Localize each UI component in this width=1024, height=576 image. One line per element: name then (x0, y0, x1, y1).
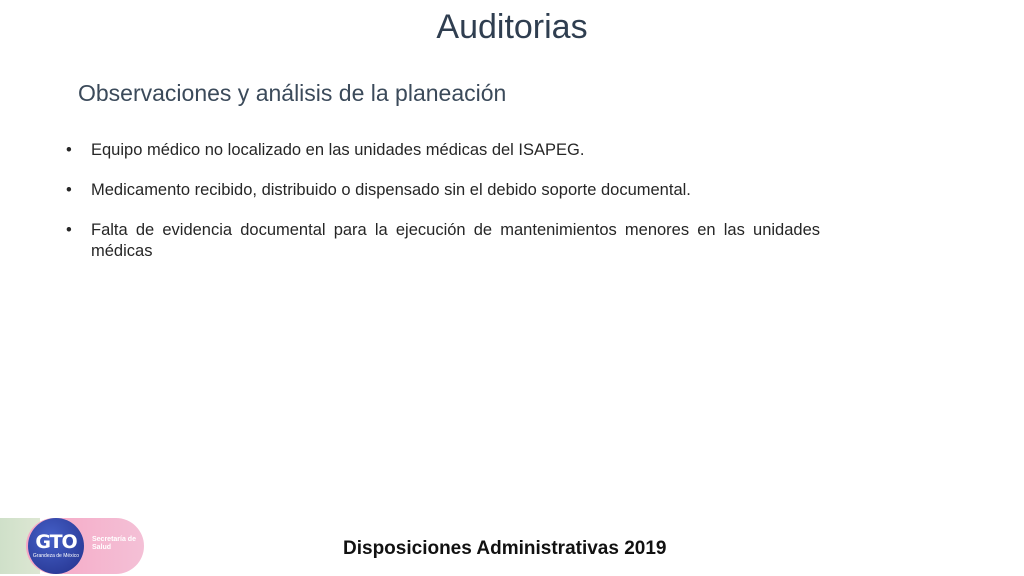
footer-text: Disposiciones Administrativas 2019 (343, 538, 667, 559)
bullet-icon: • (66, 181, 72, 199)
logo-circle (28, 518, 84, 574)
logo-tagline: Grandeza de México (32, 553, 80, 559)
bullet-icon: • (66, 141, 72, 159)
list-item (66, 140, 820, 161)
logo-wordmark: GTO (35, 531, 77, 553)
bullet-text: Falta de evidencia documental para la ejecución de mantenimientos menores en las unidades médicas (91, 221, 820, 260)
list-item (66, 180, 820, 201)
bullet-text: Equipo médico no localizado en las unidades médicas del ISAPEG. (91, 141, 585, 159)
bullet-list (66, 140, 820, 281)
bullet-text: Medicamento recibido, distribuido o dispensado sin el debido soporte documental. (91, 181, 691, 199)
list-item (66, 220, 820, 262)
bullet-icon: • (66, 221, 72, 239)
logo-department: Secretaría de Salud (92, 536, 136, 551)
gto-logo (0, 516, 150, 576)
slide-subtitle: Observaciones y análisis de la planeación (78, 80, 507, 106)
slide-title: Auditorias (436, 8, 588, 46)
